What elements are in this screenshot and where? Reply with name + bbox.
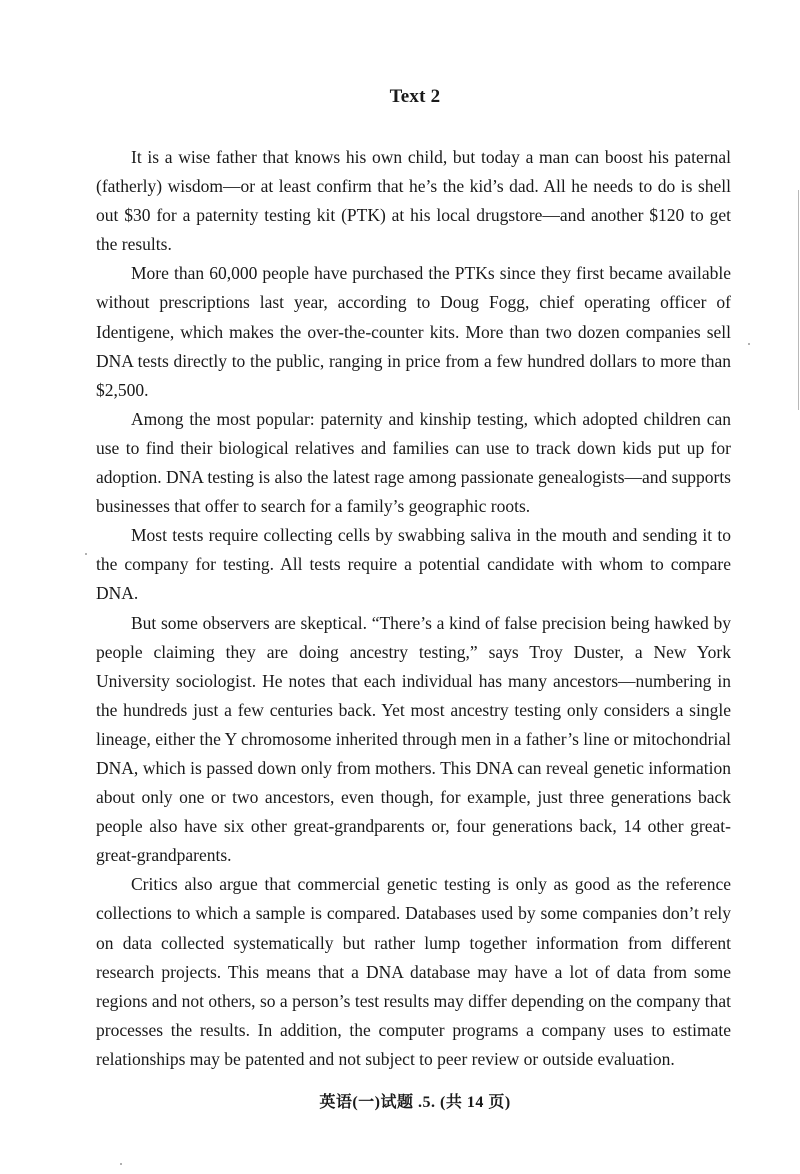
page-footer: 英语(一)试题 .5. (共 14 页) [319,1094,511,1111]
paragraph-1: It is a wise father that knows his own child, but today a man can boost his paternal (fatherly) wisdom—or at least confirm that he’s the kid’s dad. All he needs to do is shell out $30 for a paternity testing kit (PTK) at his local drugstore—and another $120 to get the results. [96,147,731,255]
passage-title: Text 2 [389,86,441,107]
scan-speck [748,343,750,345]
paragraph-5: But some observers are skeptical. “There’s a kind of false precision being hawked by people claiming they are doing ancestry testing,” says Troy Duster, a New York University sociologist. He notes that each individual has many ancestors—numbering in the hundreds just a few centuries back. Yet most ancestry testing only considers a single lineage, either the Y chromosome inherited through men in a father’s line or mitochondrial DNA, which is passed down only from mothers. This DNA can reveal genetic information about only one or two ancestors, even though, for example, just three generations back people also have six other great-grandparents or, four generations back, 14 other great-great-grandparents. [96,612,731,866]
passage-body [96,143,731,1074]
paragraph-4: Most tests require collecting cells by swabbing saliva in the mouth and sending it to the company for testing. All tests require a potential candidate with whom to compare DNA. [96,525,731,604]
scan-speck [120,1163,122,1165]
paragraph-3: Among the most popular: paternity and kinship testing, which adopted children can use to find their biological relatives and families can use to track down kids put up for adoption. DNA testing is also the latest rage among passionate genealogists—and supports businesses that offer to search for a family’s geographic roots. [96,408,731,517]
scan-speck [85,553,87,555]
scan-edge-shadow [798,190,799,410]
paragraph-6: Critics also argue that commercial genetic testing is only as good as the reference collections to which a sample is compared. Databases used by some companies don’t rely on data collected systematically but rather lump together information from different research projects. This means that a DNA database may have a lot of data from some regions and not others, so a person’s test results may differ depending on the company that processes the results. In addition, the computer programs a company uses to estimate relationships may be patented and not subject to peer review or outside evaluation. [96,874,731,1069]
paragraph-2: More than 60,000 people have purchased the PTKs since they first became available without prescriptions last year, according to Doug Fogg, chief operating officer of Identigene, which makes the over-the-counter kits. More than two dozen companies sell DNA tests directly to the public, ranging in price from a few hundred dollars to more than $2,500. [96,263,731,400]
